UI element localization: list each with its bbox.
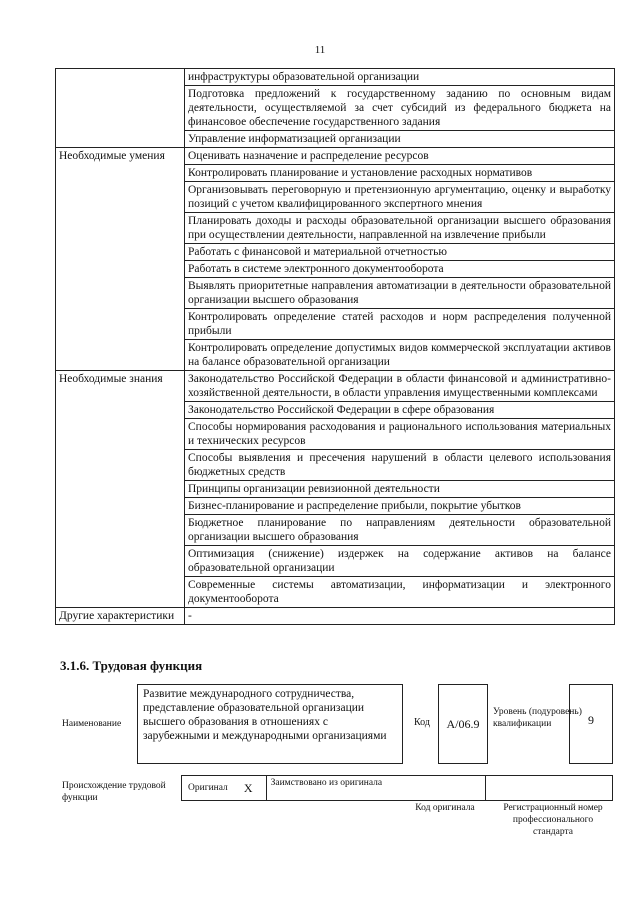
row-content: Контролировать планирование и установление расходных нормативов	[185, 165, 615, 182]
row-content: Способы нормирования расходования и рационального использования материальных и технических ресурсов	[185, 419, 615, 450]
code-label: Код	[414, 717, 430, 728]
row-label: Другие характеристики	[56, 608, 185, 625]
original-code-caption: Код оригинала	[415, 803, 475, 813]
row-content: Подготовка предложений к государственному заданию по основным видам деятельности, осуществляемой за счет субсидий из федерального бюджета на финансовое обеспечение государственного задания	[185, 86, 615, 131]
origin-row	[181, 775, 613, 801]
row-content: Контролировать определение допустимых видов коммерческой эксплуатации активов на балансе образовательной организации	[185, 340, 615, 371]
table-row	[56, 608, 615, 625]
row-content: Принципы организации ревизионной деятельности	[185, 481, 615, 498]
function-name: Развитие международного сотрудничества, представление образовательной организации высшего образования в отношениях с зарубежными и международными организациями	[137, 684, 403, 764]
section-title: 3.1.6. Трудовая функция	[60, 658, 203, 673]
qualification-level: 9	[569, 684, 613, 764]
table-row	[56, 371, 615, 402]
competency-table	[55, 68, 615, 625]
row-content: Организовывать переговорную и претензионную аргументацию, оценку и выработку позиций с учетом квалифицированного экспертного мнения	[185, 182, 615, 213]
row-content: Бизнес-планирование и распределение прибыли, покрытие убытков	[185, 498, 615, 515]
row-content: Оценивать назначение и распределение ресурсов	[185, 148, 615, 165]
row-content: Контролировать определение статей расходов и норм распределения полученной прибыли	[185, 309, 615, 340]
row-content: Законодательство Российской Федерации в сфере образования	[185, 402, 615, 419]
original-code-cell	[486, 776, 612, 800]
row-content: Работать с финансовой и материальной отчетностью	[185, 244, 615, 261]
row-content: Работать в системе электронного документооборота	[185, 261, 615, 278]
origin-label: Происхождение трудовой функции	[62, 781, 166, 803]
table-row	[56, 69, 615, 86]
reg-number-caption: Регистрационный номер профессионального стандарта	[503, 803, 603, 837]
row-content: Способы выявления и пресечения нарушений в области целевого использования бюджетных средств	[185, 450, 615, 481]
original-cell	[182, 776, 267, 800]
original-label: Оригинал	[188, 782, 228, 793]
table-row	[56, 148, 615, 165]
qualification-level-label: Уровень (подуровень) квалификации	[493, 707, 582, 729]
row-content: Управление информатизацией организации	[185, 131, 615, 148]
row-content: Оптимизация (снижение) издержек на содержание активов на балансе образовательной организации	[185, 546, 615, 577]
borrowed-label: Заимствовано из оригинала	[267, 776, 486, 800]
row-content: Выявлять приоритетные направления автоматизации в деятельности образовательной организации высшего образования	[185, 278, 615, 309]
function-code: A/06.9	[438, 684, 488, 764]
page-number: 11	[314, 44, 326, 56]
row-label: Необходимые умения	[56, 148, 185, 371]
row-content: Современные системы автоматизации, информатизации и электронного документооборота	[185, 577, 615, 608]
row-content: Планировать доходы и расходы образовательной организации высшего образования при осуществлении деятельности, направленной на извлечение прибыли	[185, 213, 615, 244]
row-label	[56, 69, 185, 148]
row-content: -	[185, 608, 615, 625]
row-label: Необходимые знания	[56, 371, 185, 608]
row-content: Бюджетное планирование по направлениям деятельности образовательной организации высшего образования	[185, 515, 615, 546]
row-content: инфраструктуры образовательной организации	[185, 69, 615, 86]
name-label: Наименование	[62, 719, 122, 729]
original-mark: X	[243, 780, 253, 795]
row-content: Законодательство Российской Федерации в области финансовой и административно-хозяйственной деятельности, в области управления имущественными комплексами	[185, 371, 615, 402]
